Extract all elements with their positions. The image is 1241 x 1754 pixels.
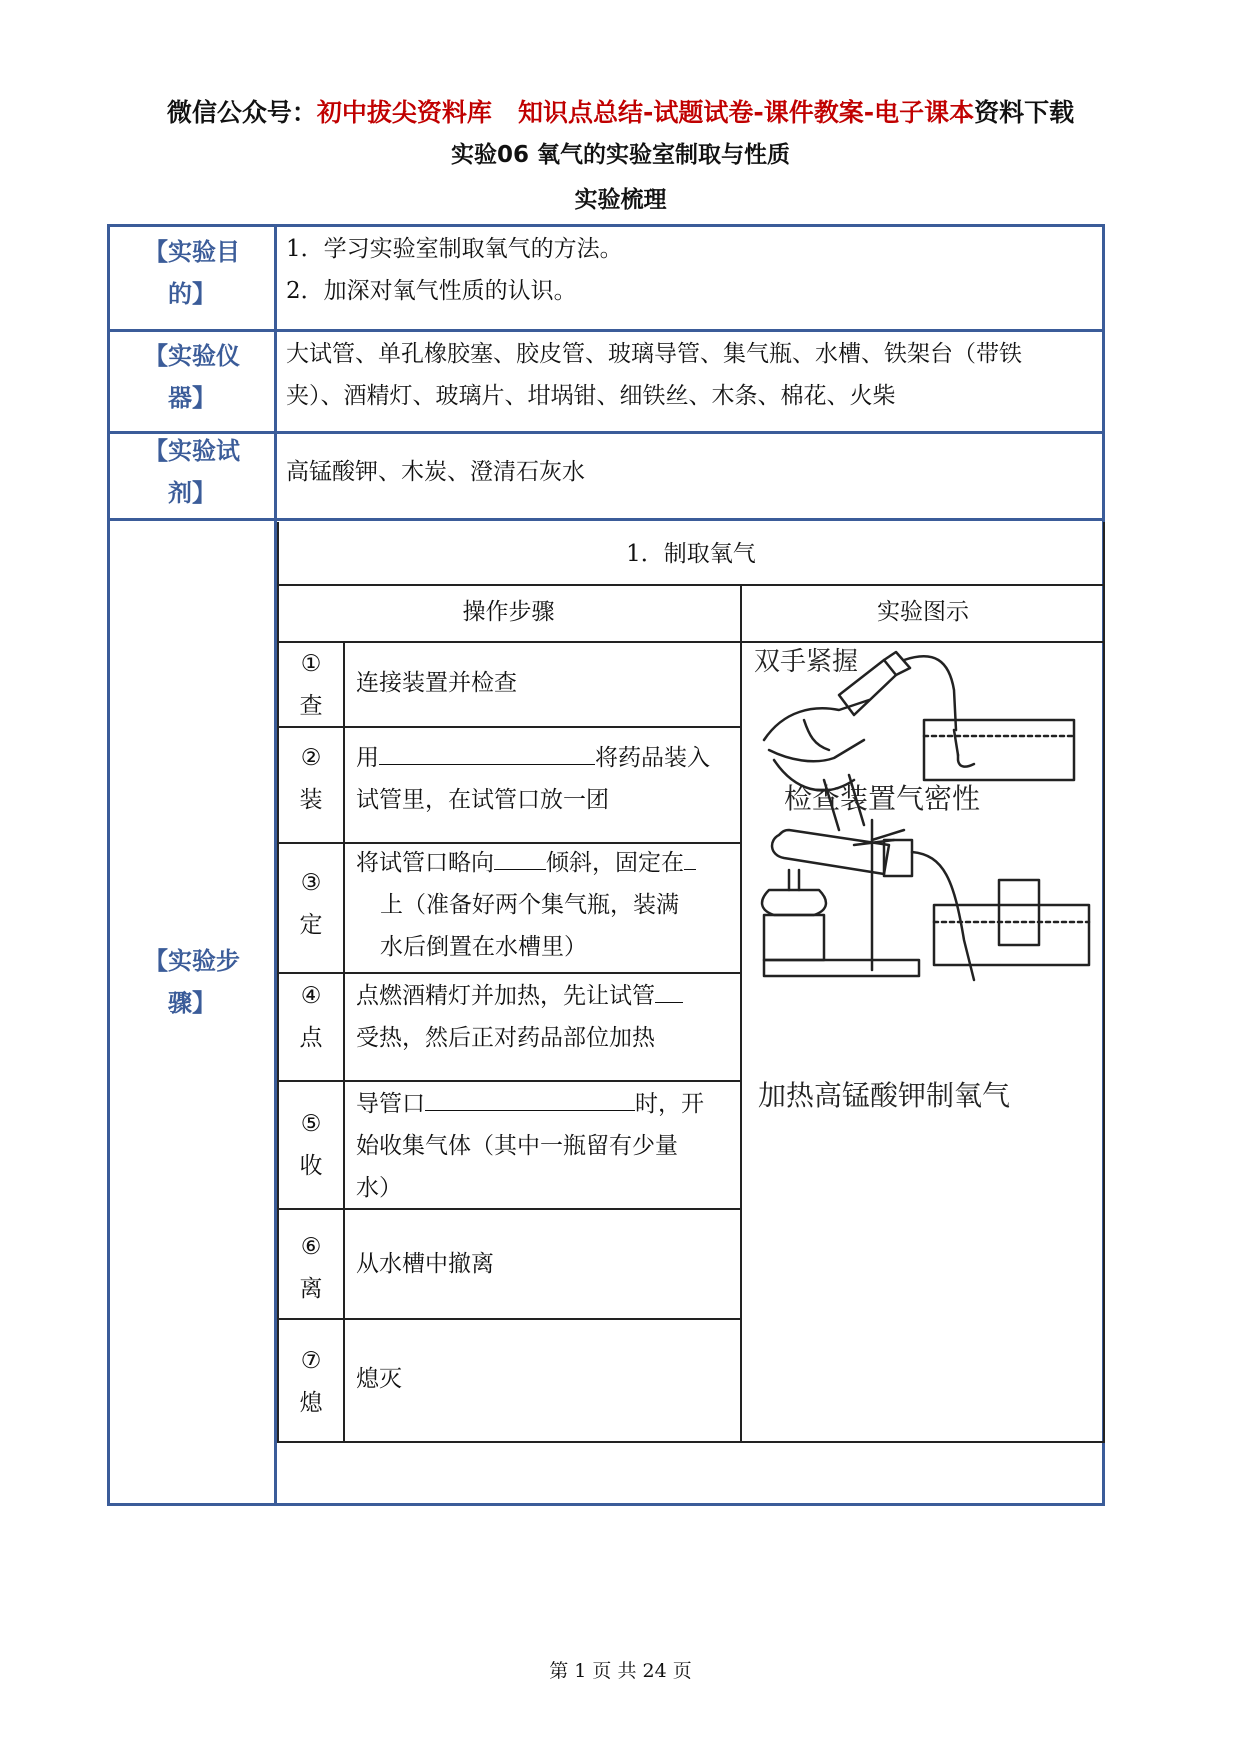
fill-blank[interactable] — [494, 847, 546, 870]
inner-divider — [277, 584, 1105, 586]
caption-heat-kmno4: 加热高锰酸钾制氧气 — [758, 1079, 1011, 1112]
figure-column-divider — [740, 584, 742, 1442]
page-footer: 第 1 页 共 24 页 — [549, 1660, 692, 1682]
step-1-marker: ① 查 — [299, 651, 323, 719]
step-divider — [277, 726, 740, 728]
header-prefix: 微信公众号： — [166, 98, 317, 127]
purpose-line-1: 1．学习实验室制取氧气的方法。 — [286, 236, 623, 262]
col-header-figure: 实验图示 — [877, 599, 969, 625]
apparatus-content — [286, 333, 1022, 417]
page-header — [0, 93, 1241, 129]
document-title: 实验06 氧气的实验室制取与性质 — [450, 142, 790, 168]
label-apparatus: 【实验仪 器】 — [144, 342, 240, 412]
step-4-text: 点燃酒精灯并加热，先让试管 受热，然后正对药品部位加热 — [356, 975, 740, 1059]
step-5-marker: ⑤ 收 — [299, 1111, 323, 1179]
step-3-marker: ③ 定 — [299, 870, 323, 938]
step-divider — [277, 1318, 740, 1320]
inner-table-right — [1103, 522, 1105, 1442]
step-5-text: 导管口 时，开 始收集气体（其中一瓶留有少量 水） — [356, 1083, 740, 1209]
step-6-text: 从水槽中撤离 — [356, 1251, 494, 1277]
step-1-text: 连接装置并检查 — [356, 670, 517, 696]
apparatus-line-1: 大试管、单孔橡胶塞、胶皮管、玻璃导管、集气瓶、水槽、铁架台（带铁 — [286, 341, 1022, 367]
fill-blank[interactable] — [655, 980, 683, 1003]
step-divider — [277, 972, 740, 974]
row-divider — [107, 329, 1105, 332]
reagents-content: 高锰酸钾、木炭、澄清石灰水 — [286, 459, 585, 485]
alcohol-lamp-icon — [762, 870, 826, 960]
step-number-divider — [343, 641, 345, 1442]
caption-check-airtightness: 检查装置气密性 — [784, 782, 981, 815]
row-divider — [107, 518, 1105, 521]
header-red-text: 初中拔尖资料库 知识点总结-试题试卷-课件教案-电子课本 — [316, 98, 975, 127]
fill-blank[interactable] — [379, 742, 595, 765]
fill-blank[interactable] — [425, 1088, 635, 1111]
step-7-text: 熄灭 — [356, 1366, 402, 1392]
purpose-content — [286, 228, 623, 312]
water-trough-icon — [924, 720, 1074, 780]
step-7-marker: ⑦ 熄 — [299, 1348, 323, 1416]
collection-bottle-icon — [934, 880, 1089, 965]
header-suffix: 资料下载 — [974, 98, 1075, 127]
step-4-marker: ④ 点 — [299, 983, 323, 1051]
iron-stand-icon — [764, 820, 919, 976]
step-6-marker: ⑥ 离 — [299, 1234, 323, 1302]
purpose-line-2: 2．加深对氧气性质的认识。 — [286, 278, 577, 304]
label-reagents: 【实验试 剂】 — [144, 437, 240, 507]
step-divider — [277, 1080, 740, 1082]
inner-table-bottom — [277, 1441, 1105, 1443]
caption-hands: 双手紧握 — [754, 647, 859, 677]
label-purpose: 【实验目 的】 — [144, 238, 240, 308]
label-steps: 【实验步 骤】 — [144, 947, 240, 1017]
fill-blank[interactable] — [684, 847, 696, 870]
col-header-steps: 操作步骤 — [462, 599, 555, 625]
step-2-marker: ② 装 — [299, 745, 323, 813]
section-title: 实验梳理 — [574, 187, 667, 213]
step-3-text: 将试管口略向 倾斜，固定在 上（准备好两个集气瓶，装满 水后倒置在水槽里） — [356, 842, 740, 968]
procedure-title: 1．制取氧气 — [626, 541, 756, 567]
apparatus-line-2: 夹）、酒精灯、玻璃片、坩埚钳、细铁丝、木条、棉花、火柴 — [286, 383, 896, 409]
apparatus-figure — [744, 640, 1100, 1130]
step-2-text: 用 将药品装入 试管里，在试管口放一团 — [356, 737, 736, 821]
